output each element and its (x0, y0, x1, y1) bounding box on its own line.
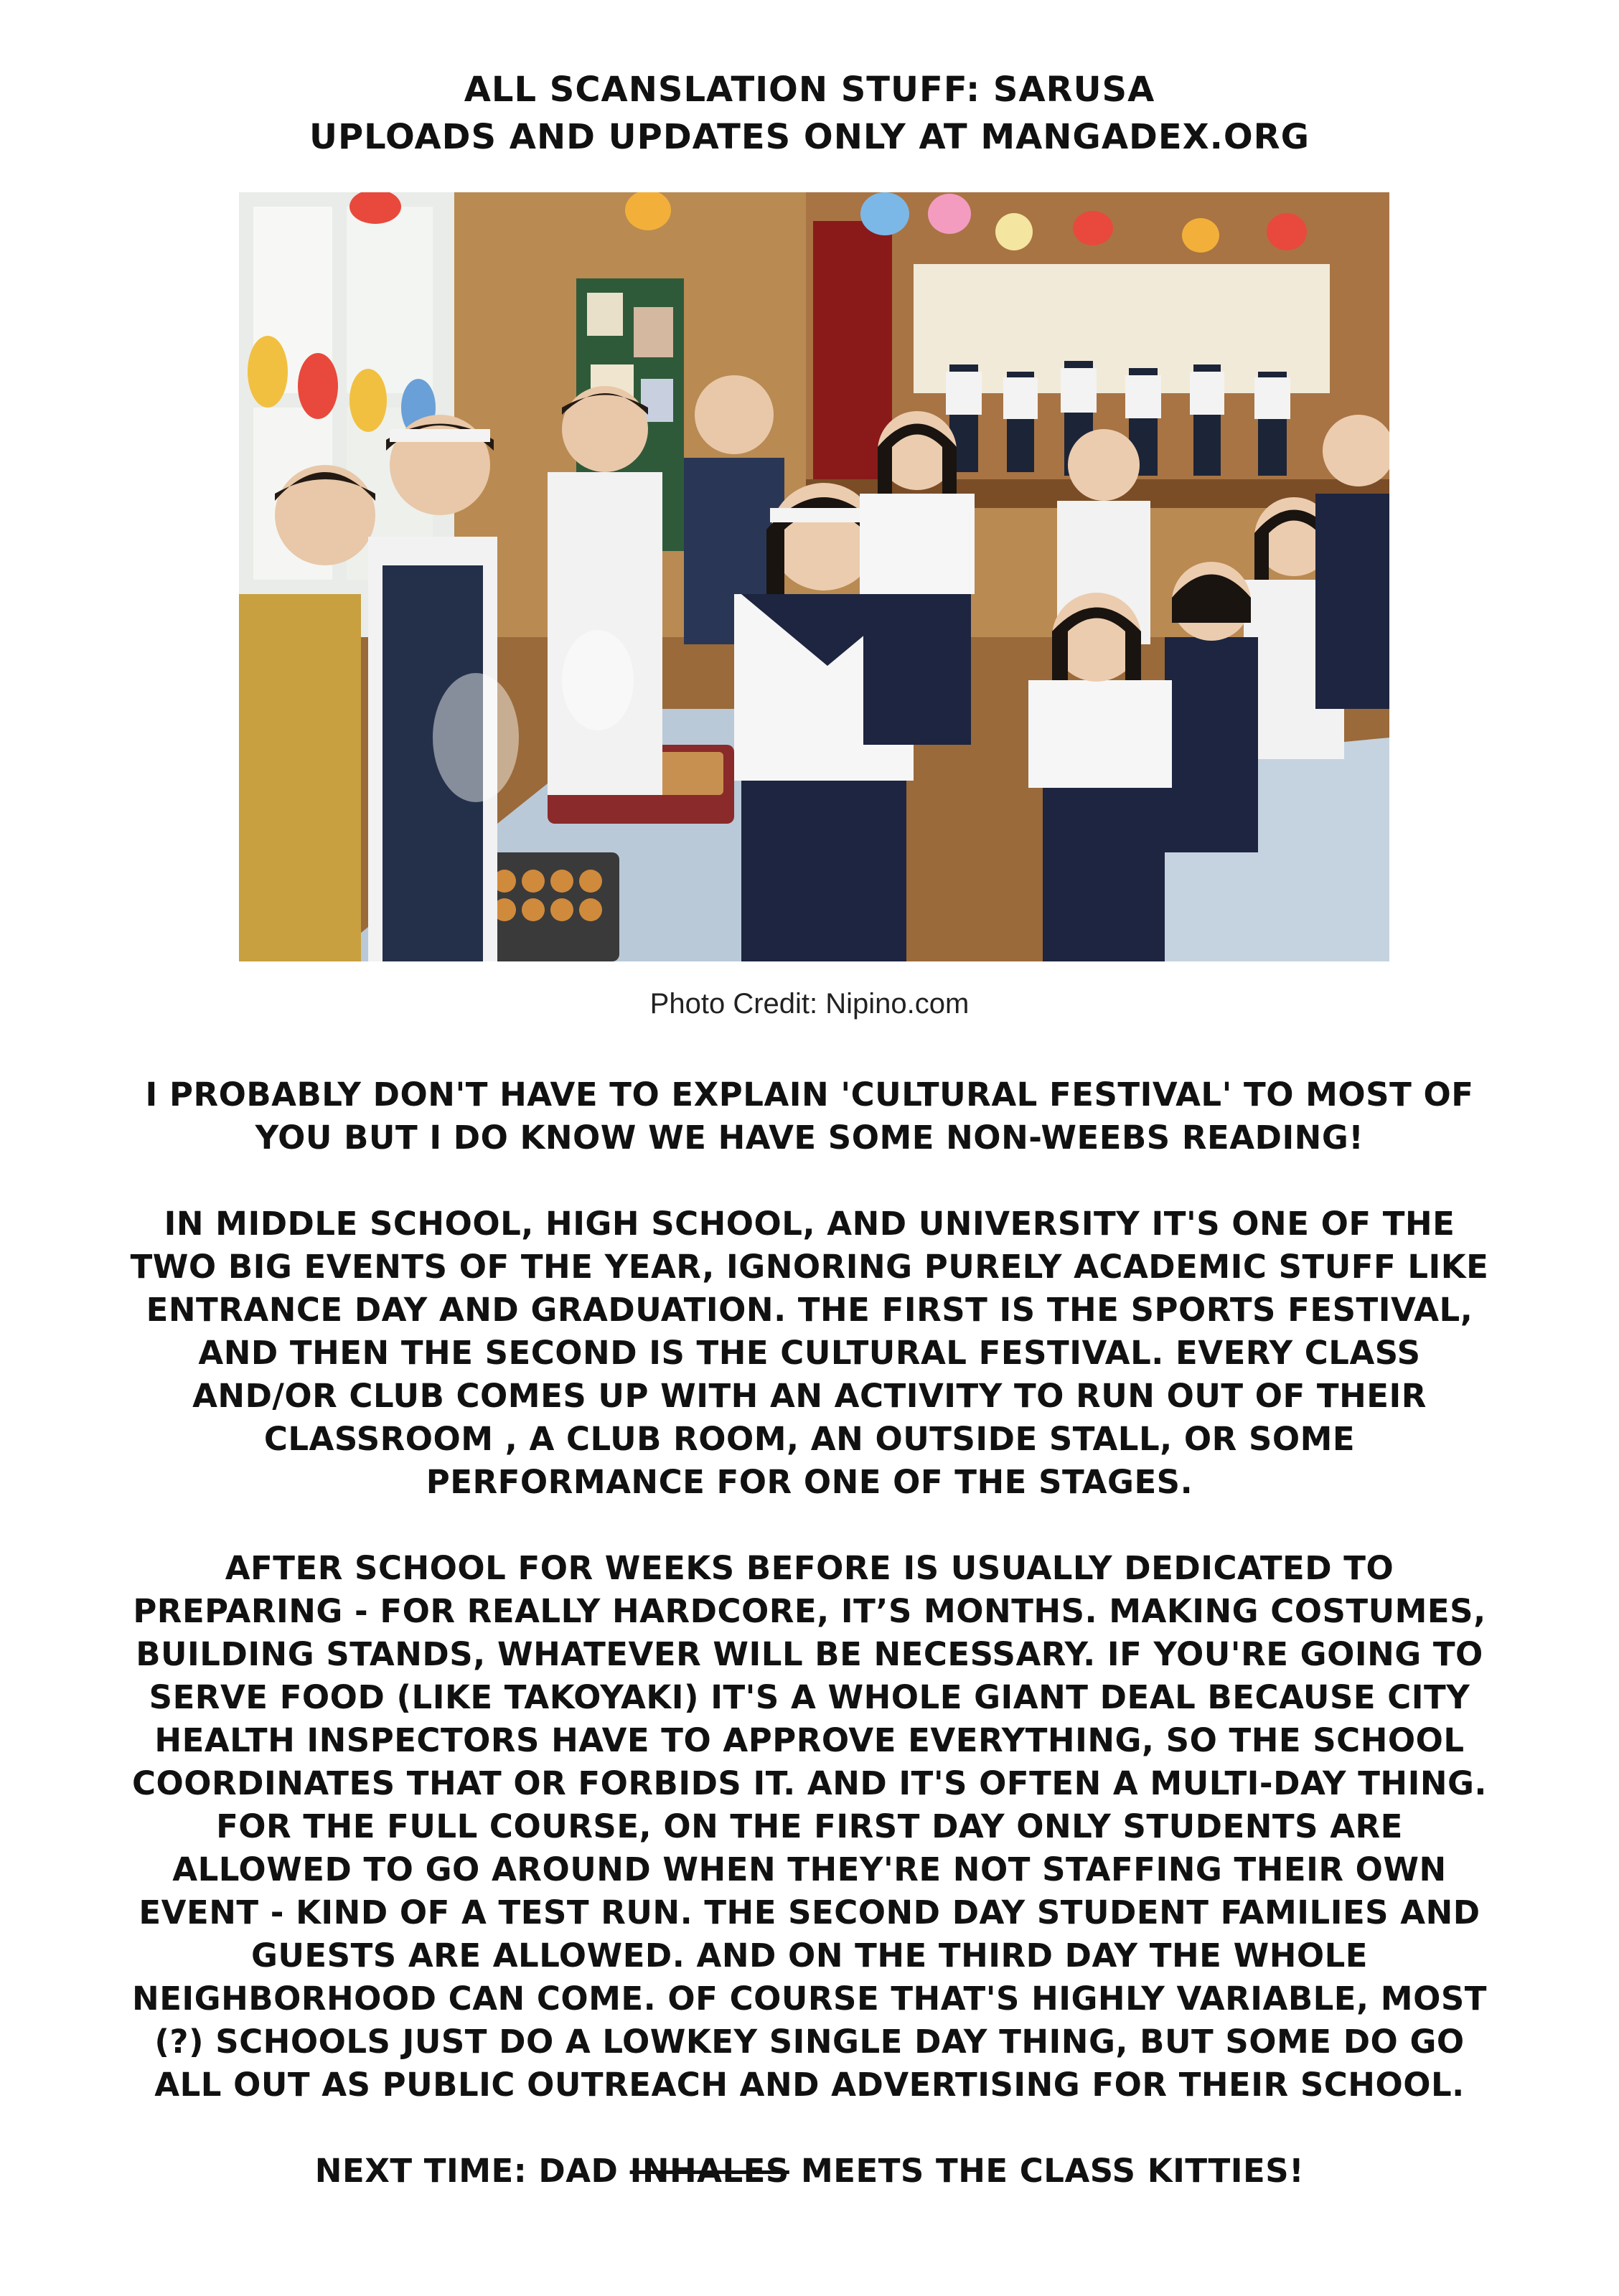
next-time-prefix: NEXT TIME: DAD (314, 2152, 630, 2190)
scanlation-header (0, 66, 1619, 161)
festival-explanation-paragraph: IN MIDDLE SCHOOL, HIGH SCHOOL, AND UNIVERSITY IT'S ONE OF THE TWO BIG EVENTS OF THE YEAR, IGNORING PURELY ACADEMIC STUFF LIKE ENTRANCE DAY AND GRADUATION. THE FIRST IS THE SPORTS FESTIVAL, AND THEN THE SECOND IS THE CULTURAL FESTIVAL. EVERY CLASS AND/OR CLUB COMES UP WITH AN ACTIVITY TO RUN OUT OF THEIR CLASSROOM , A CLUB ROOM, AN OUTSIDE STALL, OR SOME PERFORMANCE FOR ONE OF THE STAGES. (130, 1205, 1489, 1501)
header-credit-line: ALL SCANSLATION STUFF: SARUSA (464, 70, 1155, 110)
next-time-suffix: MEETS THE CLASS KITTIES! (789, 2152, 1305, 2190)
next-time-struck-word: INHALES (629, 2152, 789, 2190)
notes-body (129, 1073, 1490, 2236)
next-time-line (129, 2150, 1490, 2193)
intro-paragraph: I PROBABLY DON'T HAVE TO EXPLAIN 'CULTURAL FESTIVAL' TO MOST OF YOU BUT I DO KNOW WE HAVE SOME NON-WEEBS READING! (145, 1076, 1474, 1157)
header-uploads-line: UPLOADS AND UPDATES ONLY AT MANGADEX.ORG (309, 117, 1310, 157)
festival-photo (239, 192, 1389, 961)
photo-credit-caption: Photo Credit: Nipino.com (649, 988, 970, 1020)
preparation-paragraph: AFTER SCHOOL FOR WEEKS BEFORE IS USUALLY DEDICATED TO PREPARING - FOR REALLY HARDCORE, IT’S MONTHS. MAKING COSTUMES, BUILDING STANDS, WHATEVER WILL BE NECESSARY. IF YOU'RE GOING TO SERVE FOOD (LIKE TAKOYAKI) IT'S A WHOLE GIANT DEAL BECAUSE CITY HEALTH INSPECTORS HAVE TO APPROVE EVERYTHING, SO THE SCHOOL COORDINATES THAT OR FORBIDS IT. AND IT'S OFTEN A MULTI-DAY THING. FOR THE FULL COURSE, ON THE FIRST DAY ONLY STUDENTS ARE ALLOWED TO GO AROUND WHEN THEY'RE NOT STAFFING THEIR OWN EVENT - KIND OF A TEST RUN. THE SECOND DAY STUDENT FAMILIES AND GUESTS ARE ALLOWED. AND ON THE THIRD DAY THE WHOLE NEIGHBORHOOD CAN COME. OF COURSE THAT'S HIGHLY VARIABLE, MOST (?) SCHOOLS JUST DO A LOWKEY SINGLE DAY THING, BUT SOME DO GO ALL OUT AS PUBLIC OUTREACH AND ADVERTISING FOR THEIR SCHOOL. (131, 1549, 1488, 2104)
